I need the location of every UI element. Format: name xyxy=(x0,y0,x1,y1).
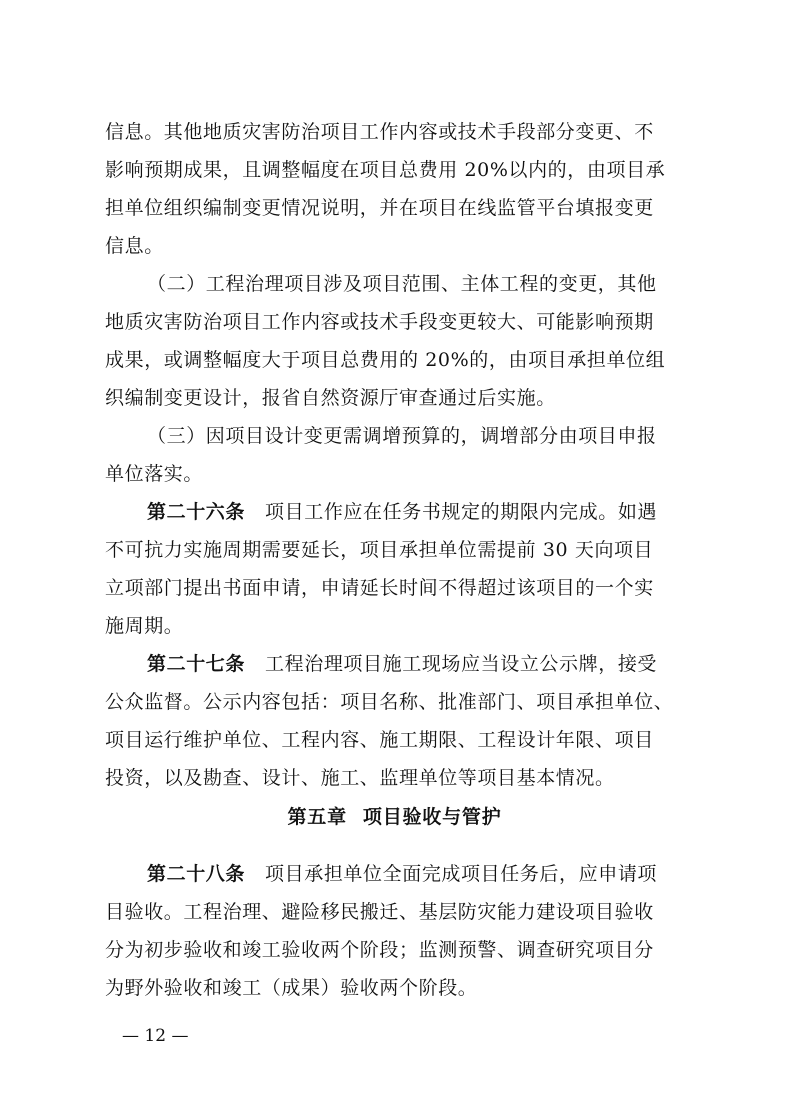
text-line: 单位落实。 xyxy=(105,463,204,485)
article-line xyxy=(147,652,695,676)
text-line: 分为初步验收和竣工验收两个阶段；监测预警、调查研究项目分 xyxy=(105,939,654,961)
text-line: 信息。 xyxy=(105,235,164,257)
article-line xyxy=(147,862,695,886)
text-line: 立项部门提出书面申请，申请延长时间不得超过该项目的一个实 xyxy=(105,577,654,599)
text-line: 投资，以及勘查、设计、施工、监理单位等项目基本情况。 xyxy=(105,767,615,789)
text-line: （三）因项目设计变更需调增预算的，调增部分由项目申报 xyxy=(147,425,657,447)
text-line: 成果，或调整幅度大于项目总费用的 20%的，由项目承担单位组 xyxy=(105,349,666,371)
article-heading: 第二十八条 xyxy=(147,863,246,885)
text-line: 施周期。 xyxy=(105,615,184,637)
article-text: 项目工作应在任务书规定的期限内完成。如遇 xyxy=(265,501,658,523)
text-line: 公众监督。公示内容包括：项目名称、批准部门、项目承担单位、 xyxy=(105,691,674,713)
chapter-heading xyxy=(0,805,789,829)
article-line xyxy=(147,500,695,524)
article-heading: 第二十七条 xyxy=(147,653,246,675)
text-line: 织编制变更设计，报省自然资源厅审查通过后实施。 xyxy=(105,387,556,409)
page-number: — 12 — xyxy=(122,1026,189,1046)
text-line: 担单位组织编制变更情况说明，并在项目在线监管平台填报变更 xyxy=(105,197,654,219)
text-line: 信息。其他地质灾害防治项目工作内容或技术手段部分变更、不 xyxy=(105,121,654,143)
text-line: 为野外验收和竣工（成果）验收两个阶段。 xyxy=(105,977,478,999)
text-line: 影响预期成果，且调整幅度在项目总费用 20%以内的，由项目承 xyxy=(105,159,666,181)
text-line: （二）工程治理项目涉及项目范围、主体工程的变更，其他 xyxy=(147,273,657,295)
text-line: 不可抗力实施周期需要延长，项目承担单位需提前 30 天向项目 xyxy=(105,539,654,561)
article-text: 项目承担单位全面完成项目任务后，应申请项 xyxy=(265,863,658,885)
chapter-title: 项目验收与管护 xyxy=(362,806,502,828)
text-line: 地质灾害防治项目工作内容或技术手段变更较大、可能影响预期 xyxy=(105,311,654,333)
article-heading: 第二十六条 xyxy=(147,501,246,523)
chapter-number: 第五章 xyxy=(287,806,347,828)
text-line: 项目运行维护单位、工程内容、施工期限、工程设计年限、项目 xyxy=(105,729,654,751)
text-line: 目验收。工程治理、避险移民搬迁、基层防灾能力建设项目验收 xyxy=(105,901,654,923)
article-text: 工程治理项目施工现场应当设立公示牌，接受 xyxy=(265,653,658,675)
